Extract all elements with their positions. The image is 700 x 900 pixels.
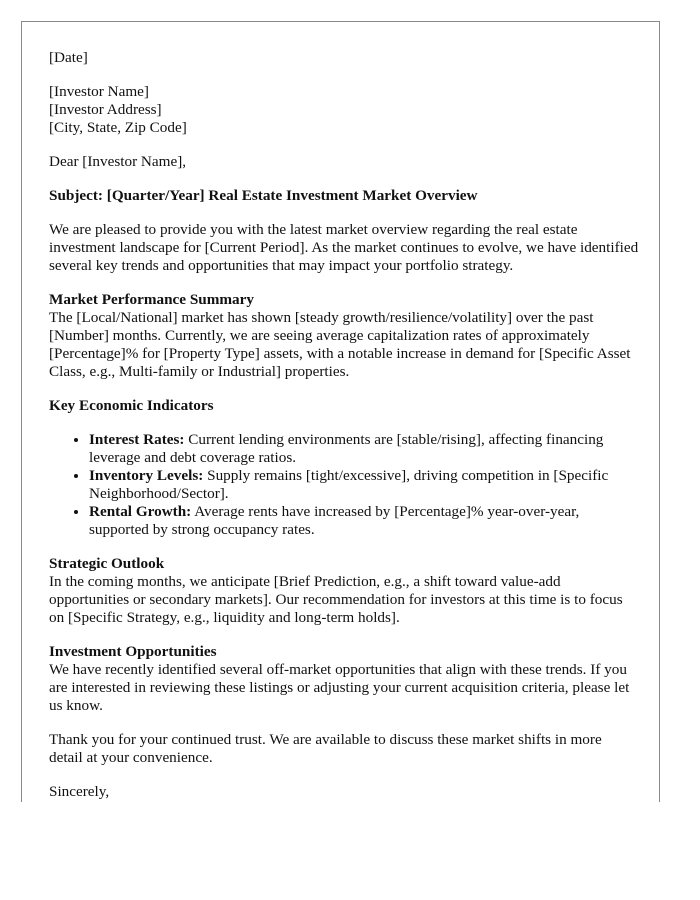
indicator-label: Inventory Levels: [89, 467, 204, 484]
investment-opportunities-section [49, 643, 639, 715]
market-performance-heading: Market Performance Summary [49, 291, 254, 308]
recipient-city-state-zip: [City, State, Zip Code] [49, 119, 187, 136]
investment-opportunities-heading: Investment Opportunities [49, 643, 217, 660]
list-item [89, 467, 639, 503]
subject-line: Subject: [Quarter/Year] Real Estate Investment Market Overview [49, 187, 478, 204]
economic-indicators-list [49, 431, 639, 539]
indicator-text: Current lending environments are [stable/rising], affecting financing leverage and debt coverage ratios. [89, 431, 604, 466]
indicator-text: Average rents have increased by [Percentage]% year-over-year, supported by strong occupancy rates. [89, 503, 580, 538]
recipient-name: [Investor Name] [49, 83, 149, 100]
indicator-label: Interest Rates: [89, 431, 185, 448]
economic-indicators-heading: Key Economic Indicators [49, 397, 214, 414]
list-item [89, 431, 639, 467]
intro-paragraph: We are pleased to provide you with the latest market overview regarding the real estate investment landscape for [Current Period]. As the market continues to evolve, we have identified several key trends and opportunities that may impact your portfolio strategy. [49, 221, 639, 274]
indicator-label: Rental Growth: [89, 503, 192, 520]
recipient-address: [Investor Address] [49, 101, 162, 118]
strategic-outlook-body: In the coming months, we anticipate [Brief Prediction, e.g., a shift toward value-add opportunities or secondary markets]. Our recommendation for investors at this time is to focus on [Specific Strategy, e.g., liquidity and long-term holds]. [49, 573, 623, 626]
market-performance-body: The [Local/National] market has shown [steady growth/resilience/volatility] over the past [Number] months. Currently, we are seeing average capitalization rates of approximately [Percentage]% for [Property Type] assets, with a notable increase in demand for [Specific Asset Class, e.g., Multi-family or Industrial] properties. [49, 309, 631, 380]
salutation: Dear [Investor Name], [49, 153, 187, 170]
letter-page [21, 21, 660, 802]
strategic-outlook-heading: Strategic Outlook [49, 555, 165, 572]
letter-date: [Date] [49, 49, 88, 66]
closing-paragraph: Thank you for your continued trust. We are available to discuss these market shifts in more detail at your convenience. [49, 731, 602, 766]
strategic-outlook-section [49, 555, 639, 627]
market-performance-section [49, 291, 639, 381]
investment-opportunities-body: We have recently identified several off-market opportunities that align with these trends. If you are interested in reviewing these listings or adjusting your current acquisition criteria, please let us know. [49, 661, 630, 714]
signoff: Sincerely, [49, 783, 110, 800]
indicator-text: Supply remains [tight/excessive], driving competition in [Specific Neighborhood/Sector]. [89, 467, 609, 502]
list-item [89, 503, 639, 539]
letter-content [49, 49, 639, 802]
